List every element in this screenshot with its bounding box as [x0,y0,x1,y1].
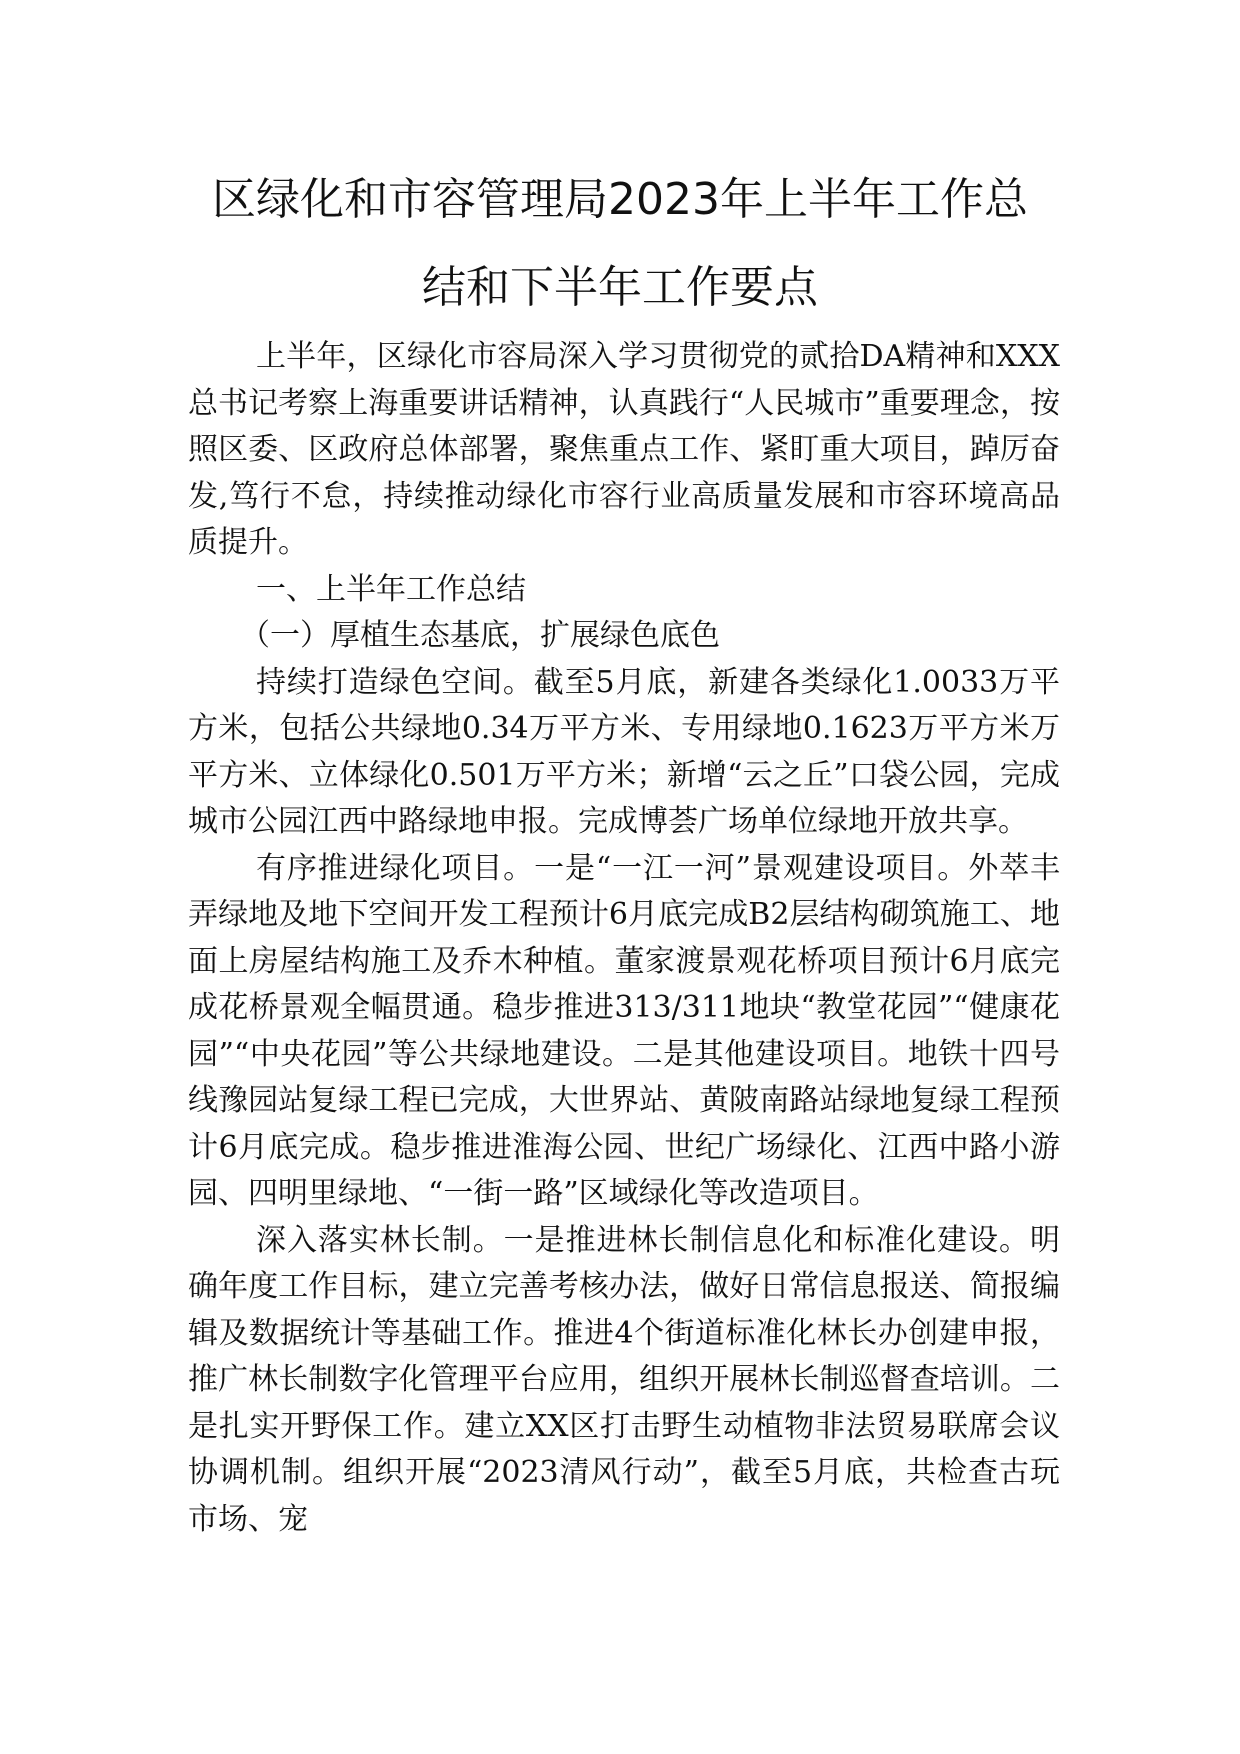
body-paragraph: 持续打造绿色空间。截至5月底，新建各类绿化1.0033万平方米，包括公共绿地0.34万平方米、专用绿地0.1623万平方米万平方米、立体绿化0.501万平方米；新增“云之丘”口袋公园，完成城市公园江西中路绿地申报。完成博荟广场单位绿地开放共享。 [188,664,1060,839]
document-title-line-1: 区绿化和市容管理局2023年上半年工作总 [212,174,1028,225]
document-body [188,334,1060,1543]
body-paragraph: 深入落实林长制。一是推进林长制信息化和标准化建设。明确年度工作目标，建立完善考核办法，做好日常信息报送、简报编辑及数据统计等基础工作。推进4个街道标准化林长办创建申报，推广林长制数字化管理平台应用，组织开展林长制巡督查培训。二是扎实开野保工作。建立XX区打击野生动植物非法贸易联席会议协调机制。组织开展“2023清风行动”，截至5月底，共检查古玩市场、宠 [188,1222,1060,1537]
section-heading: 一、上半年工作总结 [256,571,526,607]
intro-paragraph: 上半年，区绿化市容局深入学习贯彻党的贰拾DA精神和XXX总书记考察上海重要讲话精神，认真践行“人民城市”重要理念，按照区委、区政府总体部署，聚焦重点工作、紧盯重大项目，踔厉奋发,笃行不怠，持续推动绿化市容行业高质量发展和市容环境高品质提升。 [188,339,1060,560]
body-paragraph: 有序推进绿化项目。一是“一江一河”景观建设项目。外萃丰弄绿地及地下空间开发工程预计6月底完成B2层结构砌筑施工、地面上房屋结构施工及乔木种植。董家渡景观花桥项目预计6月底完成花桥景观全幅贯通。稳步推进313/311地块“教堂花园”“健康花园”“中央花园”等公共绿地建设。二是其他建设项目。地铁十四号线豫园站复绿工程已完成，大世界站、黄陂南路站绿地复绿工程预计6月底完成。稳步推进淮海公园、世纪广场绿化、江西中路小游园、四明里绿地、“一街一路”区域绿化等改造项目。 [188,850,1060,1211]
document-title-line-2: 结和下半年工作要点 [422,262,818,313]
subsection-heading: （一）厚植生态基底，扩展绿色底色 [240,618,720,653]
